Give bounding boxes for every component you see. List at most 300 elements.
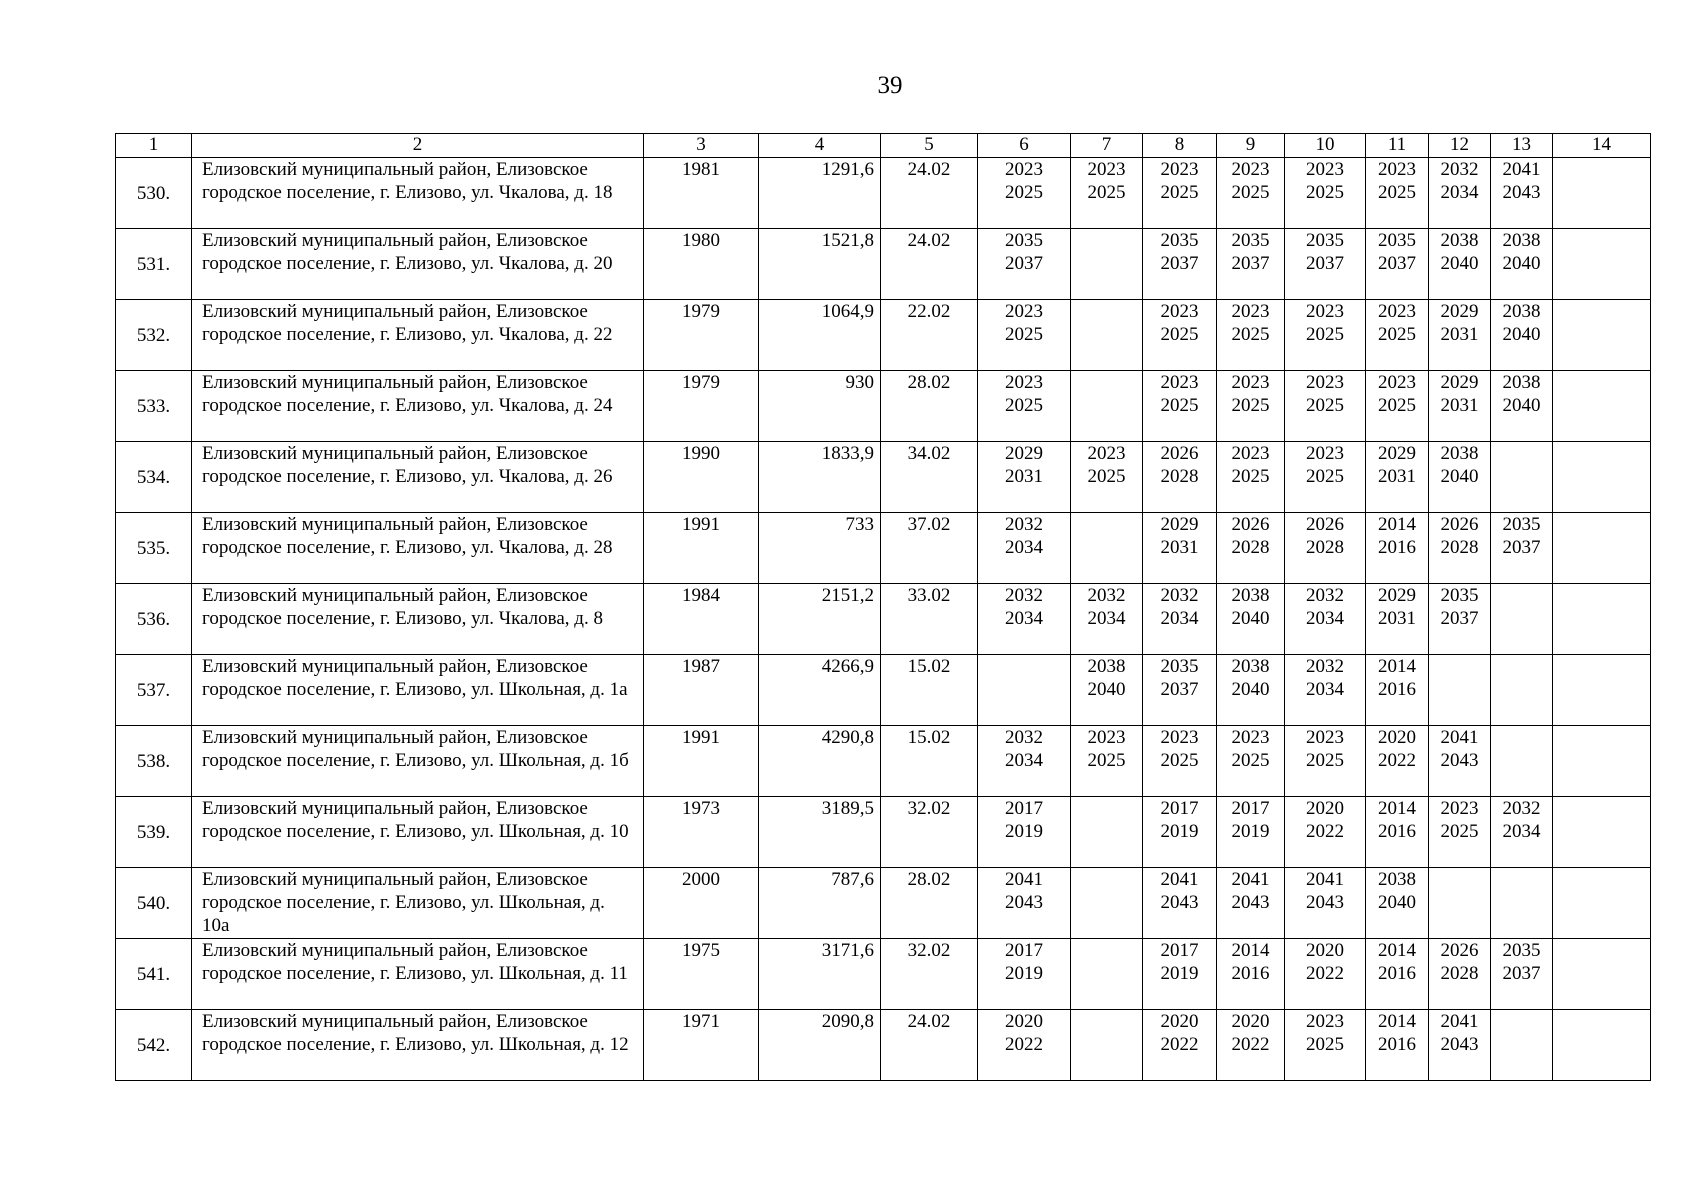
period-cell	[1071, 513, 1143, 584]
period-start-year: 2041	[1440, 1011, 1479, 1032]
period-cell	[1217, 371, 1285, 442]
column-number: 10	[1285, 134, 1366, 158]
code-cell: 28.02	[881, 868, 978, 939]
period-end-year: 2034	[1440, 182, 1479, 203]
build-year-cell: 1981	[644, 158, 759, 229]
code-cell: 15.02	[881, 655, 978, 726]
period-end-year: 2025	[1306, 395, 1344, 416]
period-end-year: 2025	[1306, 1034, 1344, 1055]
period-cell	[1071, 797, 1143, 868]
period-start-year: 2017	[1005, 940, 1043, 961]
period-cell	[1553, 513, 1651, 584]
period-start-year: 2023	[1306, 1011, 1344, 1032]
period-cell	[1217, 939, 1285, 1010]
page-number: 39	[877, 72, 903, 99]
column-number: 1	[116, 134, 192, 158]
period-end-year: 2025	[1231, 395, 1270, 416]
period-start-year: 2035	[1502, 514, 1541, 535]
period-cell	[1143, 300, 1217, 371]
period-start-year: 2023	[1231, 727, 1270, 748]
period-end-year: 2025	[1378, 182, 1416, 203]
column-number: 4	[759, 134, 881, 158]
build-year-cell: 1990	[644, 442, 759, 513]
period-cell	[1366, 513, 1429, 584]
period-start-year: 2023	[1160, 159, 1199, 180]
period-cell	[1143, 513, 1217, 584]
period-cell	[1366, 655, 1429, 726]
period-cell	[1553, 1010, 1651, 1081]
period-end-year: 2022	[1378, 750, 1416, 771]
column-number: 9	[1217, 134, 1285, 158]
period-cell	[1217, 584, 1285, 655]
period-start-year: 2029	[1440, 372, 1479, 393]
period-cell	[1366, 300, 1429, 371]
table-row	[116, 371, 1651, 442]
period-cell	[1285, 726, 1366, 797]
period-cell	[1071, 158, 1143, 229]
period-start-year: 2026	[1306, 514, 1344, 535]
period-start-year: 2023	[1440, 798, 1479, 819]
period-cell	[1285, 1010, 1366, 1081]
table-row	[116, 655, 1651, 726]
period-cell	[1143, 229, 1217, 300]
period-cell	[1217, 868, 1285, 939]
address-cell: Елизовский муниципальный район, Елизовское городское поселение, г. Елизово, ул. Чкалова, д. 28	[192, 513, 644, 584]
period-cell	[978, 1010, 1071, 1081]
code-cell: 15.02	[881, 726, 978, 797]
period-start-year: 2035	[1306, 230, 1344, 251]
period-cell	[1553, 939, 1651, 1010]
period-start-year: 2035	[1005, 230, 1043, 251]
period-cell	[1143, 371, 1217, 442]
period-start-year: 2017	[1231, 798, 1270, 819]
period-cell	[1366, 371, 1429, 442]
period-end-year: 2043	[1440, 1034, 1479, 1055]
area-cell: 1064,9	[759, 300, 881, 371]
period-start-year: 2032	[1440, 159, 1479, 180]
period-end-year: 2019	[1160, 821, 1199, 842]
period-cell	[1366, 939, 1429, 1010]
period-cell	[1143, 868, 1217, 939]
period-end-year: 2025	[1440, 821, 1479, 842]
period-cell	[1553, 868, 1651, 939]
period-cell	[1491, 371, 1553, 442]
row-number: 532.	[116, 300, 192, 371]
period-cell	[1217, 229, 1285, 300]
table-row	[116, 513, 1651, 584]
build-year-cell: 1975	[644, 939, 759, 1010]
period-end-year: 2025	[1160, 750, 1199, 771]
period-cell	[1143, 939, 1217, 1010]
address-cell: Елизовский муниципальный район, Елизовское городское поселение, г. Елизово, ул. Школьная, д. 11	[192, 939, 644, 1010]
period-cell	[1429, 1010, 1491, 1081]
period-end-year: 2025	[1306, 324, 1344, 345]
period-start-year: 2023	[1005, 301, 1043, 322]
period-end-year: 2037	[1440, 608, 1479, 629]
period-start-year: 2023	[1160, 372, 1199, 393]
code-cell: 32.02	[881, 797, 978, 868]
period-end-year: 2037	[1231, 253, 1270, 274]
address-cell: Елизовский муниципальный район, Елизовское городское поселение, г. Елизово, ул. Чкалова, д. 8	[192, 584, 644, 655]
area-cell: 2090,8	[759, 1010, 881, 1081]
area-cell: 3189,5	[759, 797, 881, 868]
period-cell	[978, 655, 1071, 726]
period-start-year: 2020	[1378, 727, 1416, 748]
period-end-year: 2025	[1231, 324, 1270, 345]
period-cell	[1553, 158, 1651, 229]
period-end-year: 2025	[1231, 466, 1270, 487]
period-start-year: 2023	[1087, 727, 1126, 748]
period-cell	[1285, 584, 1366, 655]
period-cell	[1429, 442, 1491, 513]
build-year-cell: 1987	[644, 655, 759, 726]
period-cell	[1553, 442, 1651, 513]
table-row	[116, 726, 1651, 797]
row-number: 542.	[116, 1010, 192, 1081]
address-cell: Елизовский муниципальный район, Елизовское городское поселение, г. Елизово, ул. Школьная, д. 12	[192, 1010, 644, 1081]
period-cell	[1553, 300, 1651, 371]
address-cell: Елизовский муниципальный район, Елизовское городское поселение, г. Елизово, ул. Чкалова, д. 24	[192, 371, 644, 442]
period-cell	[1217, 513, 1285, 584]
table-row	[116, 939, 1651, 1010]
period-start-year: 2020	[1231, 1011, 1270, 1032]
period-cell	[1285, 797, 1366, 868]
period-end-year: 2037	[1306, 253, 1344, 274]
area-cell: 787,6	[759, 868, 881, 939]
period-end-year: 2034	[1502, 821, 1541, 842]
period-cell	[1071, 1010, 1143, 1081]
period-start-year: 2041	[1306, 869, 1344, 890]
period-cell	[1429, 371, 1491, 442]
period-start-year: 2023	[1160, 727, 1199, 748]
period-cell	[1553, 726, 1651, 797]
column-number: 13	[1491, 134, 1553, 158]
period-start-year: 2032	[1306, 585, 1344, 606]
period-cell	[1143, 655, 1217, 726]
period-end-year: 2016	[1231, 963, 1270, 984]
period-start-year: 2032	[1005, 727, 1043, 748]
build-year-cell: 1991	[644, 726, 759, 797]
period-start-year: 2014	[1231, 940, 1270, 961]
period-cell	[1366, 868, 1429, 939]
period-end-year: 2034	[1160, 608, 1199, 629]
column-number: 8	[1143, 134, 1217, 158]
period-end-year: 2031	[1440, 324, 1479, 345]
code-cell: 22.02	[881, 300, 978, 371]
period-end-year: 2022	[1306, 821, 1344, 842]
period-cell	[978, 584, 1071, 655]
period-start-year: 2023	[1231, 301, 1270, 322]
column-number: 12	[1429, 134, 1491, 158]
period-cell	[1429, 726, 1491, 797]
address-cell: Елизовский муниципальный район, Елизовское городское поселение, г. Елизово, ул. Чкалова, д. 18	[192, 158, 644, 229]
period-cell	[1429, 584, 1491, 655]
address-cell: Елизовский муниципальный район, Елизовское городское поселение, г. Елизово, ул. Школьная, д. 1б	[192, 726, 644, 797]
period-cell	[1366, 158, 1429, 229]
table-row	[116, 229, 1651, 300]
address-cell: Елизовский муниципальный район, Елизовское городское поселение, г. Елизово, ул. Чкалова, д. 20	[192, 229, 644, 300]
address-cell: Елизовский муниципальный район, Елизовское городское поселение, г. Елизово, ул. Чкалова, д. 26	[192, 442, 644, 513]
period-start-year: 2038	[1440, 443, 1479, 464]
period-end-year: 2016	[1378, 679, 1416, 700]
address-cell: Елизовский муниципальный район, Елизовское городское поселение, г. Елизово, ул. Школьная, д. 1а	[192, 655, 644, 726]
period-cell	[978, 371, 1071, 442]
code-cell: 32.02	[881, 939, 978, 1010]
period-start-year: 2023	[1378, 301, 1416, 322]
period-cell	[978, 158, 1071, 229]
period-cell	[1285, 300, 1366, 371]
period-cell	[978, 513, 1071, 584]
period-start-year: 2023	[1306, 372, 1344, 393]
period-end-year: 2016	[1378, 821, 1416, 842]
period-end-year: 2040	[1231, 679, 1270, 700]
period-end-year: 2040	[1502, 324, 1541, 345]
period-end-year: 2025	[1005, 395, 1043, 416]
period-cell	[1553, 655, 1651, 726]
period-start-year: 2038	[1502, 301, 1541, 322]
period-end-year: 2025	[1087, 182, 1126, 203]
row-number: 539.	[116, 797, 192, 868]
period-end-year: 2040	[1502, 253, 1541, 274]
period-start-year: 2029	[1160, 514, 1199, 535]
period-start-year: 2032	[1160, 585, 1199, 606]
period-cell	[1491, 158, 1553, 229]
table-row	[116, 442, 1651, 513]
period-end-year: 2025	[1005, 182, 1043, 203]
period-cell	[1491, 229, 1553, 300]
period-cell	[1491, 868, 1553, 939]
period-cell	[1071, 726, 1143, 797]
area-cell: 4290,8	[759, 726, 881, 797]
address-cell: Елизовский муниципальный район, Елизовское городское поселение, г. Елизово, ул. Школьная, д. 10а	[192, 868, 644, 939]
period-cell	[1429, 868, 1491, 939]
column-number-row	[116, 134, 1651, 158]
period-end-year: 2028	[1306, 537, 1344, 558]
period-start-year: 2041	[1440, 727, 1479, 748]
period-cell	[1429, 229, 1491, 300]
period-start-year: 2023	[1231, 159, 1270, 180]
period-cell	[1491, 939, 1553, 1010]
period-start-year: 2023	[1087, 159, 1126, 180]
build-year-cell: 1971	[644, 1010, 759, 1081]
period-cell	[1491, 797, 1553, 868]
period-cell	[1491, 726, 1553, 797]
column-number: 5	[881, 134, 978, 158]
period-start-year: 2038	[1378, 869, 1416, 890]
period-cell	[1217, 726, 1285, 797]
area-cell: 2151,2	[759, 584, 881, 655]
period-cell	[978, 229, 1071, 300]
period-start-year: 2035	[1440, 585, 1479, 606]
period-start-year: 2035	[1160, 656, 1199, 677]
period-cell	[1285, 868, 1366, 939]
period-start-year: 2026	[1440, 940, 1479, 961]
period-start-year: 2038	[1502, 230, 1541, 251]
column-number: 2	[192, 134, 644, 158]
period-cell	[1071, 868, 1143, 939]
period-start-year: 2023	[1306, 727, 1344, 748]
table-row	[116, 1010, 1651, 1081]
code-cell: 34.02	[881, 442, 978, 513]
period-end-year: 2025	[1378, 395, 1416, 416]
period-end-year: 2043	[1231, 892, 1270, 913]
period-end-year: 2022	[1231, 1034, 1270, 1055]
period-start-year: 2026	[1160, 443, 1199, 464]
address-cell: Елизовский муниципальный район, Елизовское городское поселение, г. Елизово, ул. Школьная, д. 10	[192, 797, 644, 868]
period-start-year: 2023	[1087, 443, 1126, 464]
period-cell	[1285, 371, 1366, 442]
period-start-year: 2023	[1306, 443, 1344, 464]
period-end-year: 2016	[1378, 537, 1416, 558]
period-start-year: 2026	[1231, 514, 1270, 535]
period-start-year: 2029	[1378, 443, 1416, 464]
period-cell	[1071, 655, 1143, 726]
period-start-year: 2023	[1306, 159, 1344, 180]
column-number: 11	[1366, 134, 1429, 158]
period-cell	[1217, 300, 1285, 371]
period-end-year: 2028	[1440, 963, 1479, 984]
period-cell	[1366, 726, 1429, 797]
row-number: 541.	[116, 939, 192, 1010]
table-row	[116, 300, 1651, 371]
period-cell	[1143, 158, 1217, 229]
period-cell	[1217, 655, 1285, 726]
period-start-year: 2023	[1005, 159, 1043, 180]
row-number: 538.	[116, 726, 192, 797]
period-start-year: 2035	[1378, 230, 1416, 251]
area-cell: 1833,9	[759, 442, 881, 513]
period-end-year: 2043	[1440, 750, 1479, 771]
period-end-year: 2034	[1005, 750, 1043, 771]
period-end-year: 2040	[1440, 466, 1479, 487]
period-start-year: 2023	[1306, 301, 1344, 322]
area-cell: 1291,6	[759, 158, 881, 229]
period-cell	[1217, 1010, 1285, 1081]
area-cell: 733	[759, 513, 881, 584]
period-cell	[978, 442, 1071, 513]
period-start-year: 2029	[1440, 301, 1479, 322]
area-cell: 4266,9	[759, 655, 881, 726]
period-cell	[1217, 442, 1285, 513]
period-cell	[1491, 300, 1553, 371]
table-row	[116, 158, 1651, 229]
period-cell	[1285, 939, 1366, 1010]
period-end-year: 2043	[1160, 892, 1199, 913]
period-end-year: 2031	[1378, 608, 1416, 629]
period-end-year: 2025	[1005, 324, 1043, 345]
area-cell: 1521,8	[759, 229, 881, 300]
column-number: 6	[978, 134, 1071, 158]
build-year-cell: 2000	[644, 868, 759, 939]
period-cell	[1071, 300, 1143, 371]
period-end-year: 2016	[1378, 1034, 1416, 1055]
period-start-year: 2020	[1005, 1011, 1043, 1032]
period-start-year: 2023	[1231, 372, 1270, 393]
period-start-year: 2014	[1378, 514, 1416, 535]
period-start-year: 2038	[1440, 230, 1479, 251]
period-start-year: 2014	[1378, 798, 1416, 819]
period-start-year: 2038	[1087, 656, 1126, 677]
build-year-cell: 1979	[644, 371, 759, 442]
period-cell	[978, 726, 1071, 797]
period-end-year: 2028	[1160, 466, 1199, 487]
period-cell	[1491, 442, 1553, 513]
row-number: 536.	[116, 584, 192, 655]
period-cell	[1285, 655, 1366, 726]
period-end-year: 2025	[1087, 750, 1126, 771]
period-end-year: 2025	[1160, 324, 1199, 345]
code-cell: 28.02	[881, 371, 978, 442]
period-cell	[1553, 229, 1651, 300]
period-cell	[1071, 229, 1143, 300]
table-row	[116, 584, 1651, 655]
area-cell: 930	[759, 371, 881, 442]
period-cell	[1285, 158, 1366, 229]
period-end-year: 2040	[1440, 253, 1479, 274]
period-cell	[1429, 939, 1491, 1010]
period-end-year: 2040	[1502, 395, 1541, 416]
period-cell	[1553, 797, 1651, 868]
column-number: 14	[1553, 134, 1651, 158]
row-number: 530.	[116, 158, 192, 229]
period-cell	[1429, 655, 1491, 726]
period-cell	[1285, 442, 1366, 513]
period-end-year: 2037	[1160, 253, 1199, 274]
period-end-year: 2031	[1378, 466, 1416, 487]
period-end-year: 2043	[1502, 182, 1541, 203]
period-start-year: 2032	[1502, 798, 1541, 819]
period-start-year: 2014	[1378, 940, 1416, 961]
period-cell	[1366, 442, 1429, 513]
period-end-year: 2019	[1005, 821, 1043, 842]
period-end-year: 2019	[1160, 963, 1199, 984]
code-cell: 24.02	[881, 158, 978, 229]
period-cell	[1143, 442, 1217, 513]
period-end-year: 2025	[1306, 750, 1344, 771]
period-start-year: 2041	[1502, 159, 1541, 180]
period-end-year: 2040	[1231, 608, 1270, 629]
period-cell	[1553, 371, 1651, 442]
period-cell	[978, 797, 1071, 868]
period-cell	[1366, 584, 1429, 655]
period-cell	[1143, 797, 1217, 868]
row-number: 535.	[116, 513, 192, 584]
period-end-year: 2025	[1378, 324, 1416, 345]
period-end-year: 2043	[1005, 892, 1043, 913]
period-cell	[1285, 229, 1366, 300]
period-end-year: 2025	[1160, 182, 1199, 203]
period-start-year: 2023	[1378, 372, 1416, 393]
period-end-year: 2022	[1005, 1034, 1043, 1055]
period-cell	[1491, 1010, 1553, 1081]
period-end-year: 2025	[1306, 182, 1344, 203]
period-cell	[1366, 1010, 1429, 1081]
period-cell	[1429, 300, 1491, 371]
period-end-year: 2034	[1306, 608, 1344, 629]
column-number: 7	[1071, 134, 1143, 158]
period-start-year: 2023	[1005, 372, 1043, 393]
period-start-year: 2014	[1378, 656, 1416, 677]
period-cell	[1429, 513, 1491, 584]
build-year-cell: 1984	[644, 584, 759, 655]
period-start-year: 2032	[1087, 585, 1126, 606]
period-end-year: 2019	[1231, 821, 1270, 842]
table-row	[116, 868, 1651, 939]
period-cell	[1143, 726, 1217, 797]
period-end-year: 2034	[1005, 608, 1043, 629]
period-end-year: 2043	[1306, 892, 1344, 913]
period-start-year: 2041	[1160, 869, 1199, 890]
